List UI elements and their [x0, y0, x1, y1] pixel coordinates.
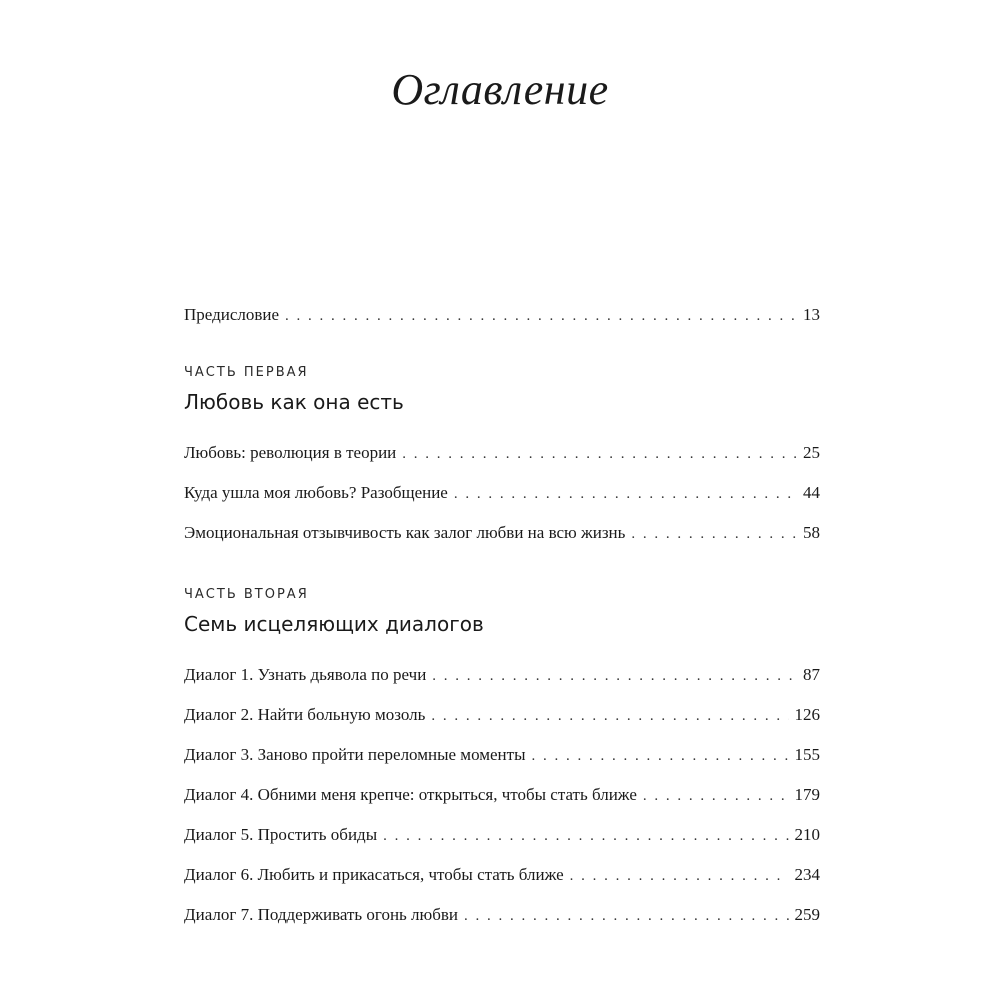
toc-entry-page: 234	[794, 865, 820, 884]
toc-entry-label: Диалог 4. Обними меня крепче: открыться, чтобы стать ближе	[184, 785, 637, 804]
toc-entry-label: Диалог 2. Найти больную мозоль	[184, 705, 426, 724]
toc-entry-page: 13	[803, 305, 820, 324]
dot-leader	[643, 781, 789, 811]
toc-entry[interactable]	[184, 820, 820, 850]
toc-entry-page: 58	[803, 523, 820, 542]
toc-entry-label: Куда ушла моя любовь? Разобщение	[184, 483, 448, 502]
toc-entry-label: Любовь: революция в теории	[184, 443, 397, 462]
toc-entry-label: Предисловие	[184, 305, 280, 324]
toc-entry-page: 259	[794, 905, 820, 924]
toc-entry[interactable]	[184, 660, 820, 690]
toc-entry[interactable]	[184, 518, 820, 548]
toc-entry-label: Эмоциональная отзывчивость как залог любви на всю жизнь	[184, 523, 626, 542]
dot-leader	[454, 479, 797, 509]
part-label: ЧАСТЬ ПЕРВАЯ	[184, 365, 309, 380]
toc-entry[interactable]	[184, 700, 820, 730]
dot-leader	[631, 519, 797, 549]
dot-leader	[432, 661, 797, 691]
table-of-contents	[184, 300, 820, 940]
dot-leader	[464, 901, 788, 931]
toc-entry-page: 155	[794, 745, 820, 764]
dot-leader	[402, 439, 797, 469]
part-label: ЧАСТЬ ВТОРАЯ	[184, 587, 309, 602]
part-two	[184, 586, 820, 930]
toc-entry-label: Диалог 6. Любить и прикасаться, чтобы стать ближе	[184, 865, 564, 884]
toc-entry-page: 25	[803, 443, 820, 462]
toc-entry-page: 44	[803, 483, 820, 502]
page-title: Оглавление	[391, 65, 609, 114]
toc-entry-label: Диалог 7. Поддерживать огонь любви	[184, 905, 459, 924]
part-title: Любовь как она есть	[184, 390, 404, 414]
toc-entry-page: 126	[794, 705, 820, 724]
toc-entry[interactable]	[184, 900, 820, 930]
dot-leader	[532, 741, 789, 771]
dot-leader	[285, 301, 797, 331]
dot-leader	[431, 701, 788, 731]
dot-leader	[383, 821, 788, 851]
toc-entry[interactable]	[184, 438, 820, 468]
part-one	[184, 364, 820, 548]
toc-entry[interactable]	[184, 860, 820, 890]
toc-entry-preface[interactable]	[184, 300, 820, 330]
dot-leader	[570, 861, 789, 891]
toc-entry-page: 179	[794, 785, 820, 804]
toc-entry-page: 87	[803, 665, 820, 684]
toc-entry-label: Диалог 1. Узнать дьявола по речи	[184, 665, 427, 684]
toc-entry-label: Диалог 5. Простить обиды	[184, 825, 378, 844]
toc-entry-label: Диалог 3. Заново пройти переломные моменты	[184, 745, 526, 764]
toc-entry-page: 210	[794, 825, 820, 844]
part-title: Семь исцеляющих диалогов	[184, 612, 484, 636]
toc-entry[interactable]	[184, 780, 820, 810]
toc-entry[interactable]	[184, 740, 820, 770]
toc-entry[interactable]	[184, 478, 820, 508]
